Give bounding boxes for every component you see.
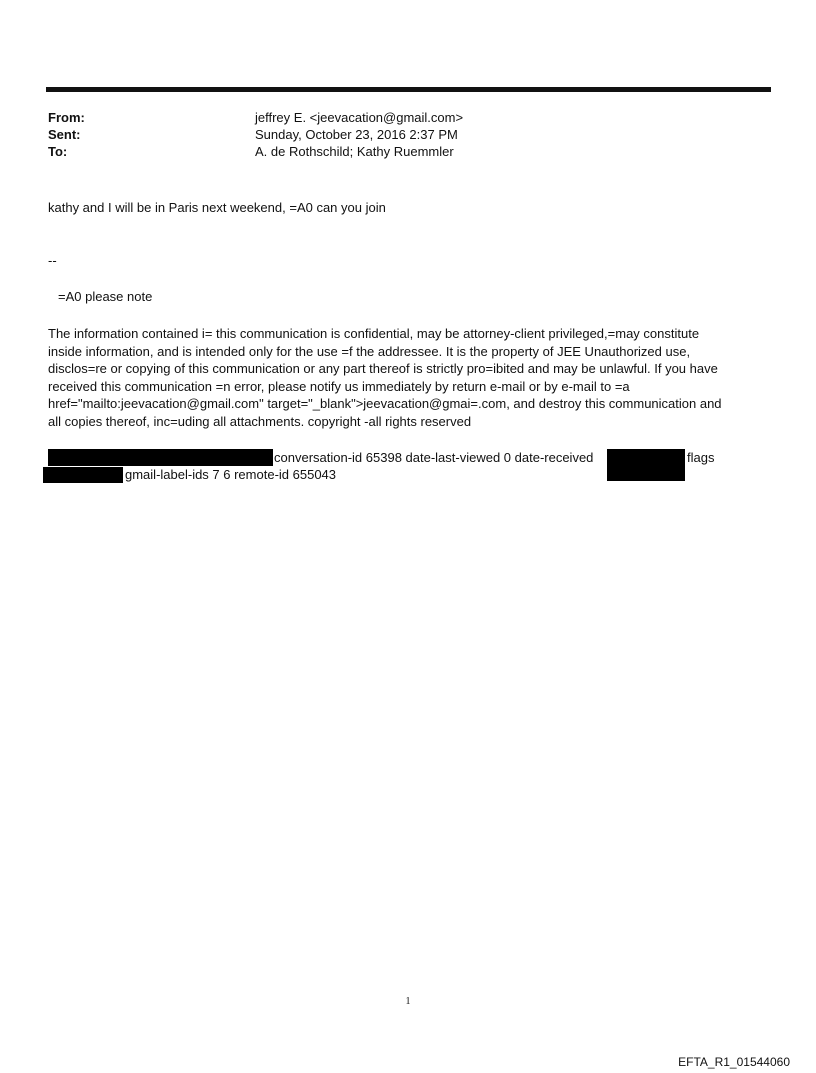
metadata-labels: gmail-label-ids 7 6 remote-id 655043 (125, 467, 337, 482)
disclaimer-line: href="mailto:jeevacation@gmail.com" target="_blank">jeevacation@gmai=.com, and destroy this communication and (48, 396, 722, 412)
disclaimer-line: The information contained i= this communication is confidential, may be attorney-client privileged,=may constitute (48, 326, 700, 341)
sent-label: Sent: (48, 127, 81, 142)
redaction-block (607, 449, 685, 481)
message-text: kathy and I will be in Paris next weekend, =A0 can you join (48, 200, 386, 215)
from-label: From: (48, 110, 85, 125)
to-label: To: (48, 144, 68, 159)
bates-number: EFTA_R1_01544060 (678, 1055, 790, 1069)
signature-separator: -- (48, 253, 57, 268)
redaction-block (43, 467, 123, 483)
redaction-block (48, 449, 273, 466)
note-text: =A0 please note (58, 289, 153, 304)
to-value: A. de Rothschild; Kathy Ruemmler (255, 144, 454, 159)
metadata-flags: flags (687, 450, 715, 465)
metadata-conversation: conversation-id 65398 date-last-viewed 0 date-received (274, 450, 594, 465)
disclaimer-line: all copies thereof, inc=uding all attachments. copyright -all rights reserved (48, 413, 472, 429)
disclaimer-line: disclos=re or copying of this communication or any part thereof is strictly pro=ibited and may be unlawful. If you have (48, 361, 718, 377)
sent-value: Sunday, October 23, 2016 2:37 PM (255, 127, 458, 142)
header-divider (46, 87, 771, 92)
disclaimer-line: received this communication =n error, please notify us immediately by return e-mail or by e-mail to =a (48, 378, 630, 394)
page-number: 1 (405, 996, 411, 1007)
from-value: jeffrey E. <jeevacation@gmail.com> (255, 110, 464, 125)
disclaimer-line: inside information, and is intended only for the use =f the addressee. It is the property of JEE Unauthorized use, (48, 343, 691, 359)
disclaimer-paragraph (48, 325, 768, 431)
